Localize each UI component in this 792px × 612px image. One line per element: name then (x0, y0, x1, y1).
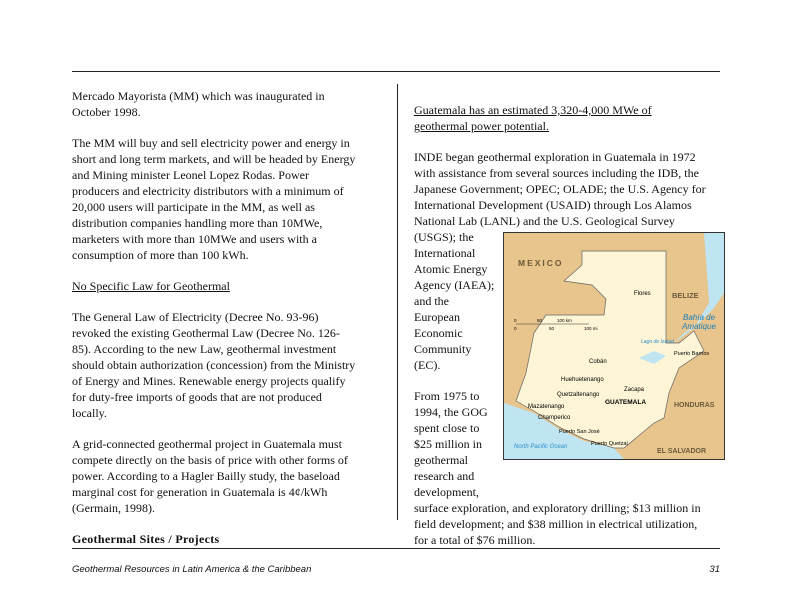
footer-rule (72, 548, 720, 549)
text-line: locally. (72, 406, 107, 420)
scale-km-100: 100 km (557, 318, 572, 323)
paragraph-gap (72, 263, 355, 278)
text-line: development, (414, 485, 479, 499)
paragraph-gap (72, 120, 355, 135)
label-honduras: HONDURAS (674, 402, 715, 409)
label-zacapa: Zacapa (624, 387, 645, 393)
scale-mi-0: 0 (514, 326, 517, 331)
text-line: power. According to a Hagler Bailly study, the baseload (72, 469, 340, 483)
guatemala-map (503, 232, 725, 460)
text-line: compete directly on the basis of price with other forms of (72, 453, 348, 467)
text-line: with assistance from several sources including the IDB, the (414, 166, 699, 180)
text-line: geothermal (414, 453, 468, 467)
text-line: revoked the existing Geothermal Law (Decree No. 126- (72, 326, 340, 340)
text-line: Agency (IAEA); (414, 278, 495, 292)
text-line: A grid-connected geothermal project in Guatemala must (72, 437, 342, 451)
text-line: distribution companies handling more than 10MWe, (72, 216, 323, 230)
page-number: 31 (709, 564, 720, 575)
text-line: should obtain authorization (concession) from the Ministry (72, 358, 356, 372)
text-line: $25 million in (414, 437, 483, 451)
text-line: INDE began geothermal exploration in Guatemala in 1972 (414, 150, 696, 164)
label-huehuetenango: Huehuetenango (561, 377, 604, 383)
text-line: 1994, the GOG (414, 405, 488, 419)
text-line: and the (414, 294, 449, 308)
label-puerto-quetzal: Puerto Quetzal (591, 441, 628, 447)
scale-km-0: 0 (514, 318, 517, 323)
text-line: From 1975 to (414, 389, 480, 403)
label-mazatenango: Mazatenango (528, 404, 565, 410)
label-guatemala-city: GUATEMALA (605, 399, 647, 406)
paragraph-gap (72, 294, 355, 309)
text-line: (Germain, 1998). (72, 501, 155, 515)
text-line: No Specific Law for Geothermal (72, 279, 230, 293)
text-line: research and (414, 469, 475, 483)
text-line: marketers with more than 10MWe and users with a (72, 232, 317, 246)
underlined-heading (72, 278, 355, 294)
text-line: Mercado Mayorista (MM) which was inaugurated in (72, 89, 325, 103)
text-line: (EC). (414, 358, 441, 372)
label-el-salvador: EL SALVADOR (657, 448, 707, 455)
paragraph (72, 309, 355, 421)
text-line: and Mining minister Leonel Lopez Rodas. Power (72, 168, 309, 182)
scale-km-50: 50 (537, 318, 543, 323)
text-line: Geothermal Sites / Projects (72, 532, 220, 546)
text-line: of Energy and Mines. Renewable energy projects qualify (72, 374, 346, 388)
label-coban: Cobán (589, 359, 607, 365)
label-bahia-amatique: Bahía de Amatique (682, 313, 716, 331)
text-line: consumption of more than 100 kWh. (72, 248, 249, 262)
label-mexico: MEXICO (518, 258, 564, 268)
bahia-amatique-label-box (674, 313, 724, 335)
header-rule (72, 71, 720, 72)
paragraph (72, 135, 355, 263)
text-line: surface exploration, and exploratory drilling; $13 million in (414, 501, 701, 515)
text-line: Community (414, 342, 472, 356)
label-champerico: Champerico (538, 415, 571, 421)
text-line: Economic (414, 326, 463, 340)
text-line: field development; and $38 million in electrical utilization, (414, 517, 698, 531)
text-line: International (414, 246, 476, 260)
label-pacific-ocean: North Pacific Ocean (514, 444, 568, 450)
underlined-heading (414, 102, 706, 134)
scale-mi-100: 100 mi (584, 326, 598, 331)
text-line: for duty-free imports of goods that are not produced (72, 390, 322, 404)
paragraph (72, 436, 355, 516)
paragraph-gap (414, 134, 706, 149)
text-line: Japanese Government; OPEC; OLADE; the U.S. Agency for (414, 182, 706, 196)
text-line: short and long term markets, and will be headed by Energy (72, 152, 356, 166)
label-puerto-san-jose: Puerto San José (559, 429, 600, 435)
label-belize: BELIZE (672, 291, 699, 300)
text-line: 85). According to the new Law, geothermal investment (72, 342, 337, 356)
label-quetzaltenango: Quetzaltenango (557, 392, 600, 398)
label-lago-izabal: Lago de Izabal (641, 339, 674, 345)
left-column (72, 88, 355, 547)
text-line: International Development (USAID) through Los Alamos (414, 198, 692, 212)
text-line: (USGS); the (414, 230, 474, 244)
text-line: spent close to (414, 421, 480, 435)
text-line: European (414, 310, 460, 324)
scale-mi-50: 50 (549, 326, 555, 331)
text-line: marginal cost for generation in Guatemala is 4¢/kWh (72, 485, 328, 499)
text-line: National Lab (LANL) and the U.S. Geological Survey (414, 214, 675, 228)
paragraph-gap (72, 421, 355, 436)
section-heading (72, 531, 355, 547)
text-line: 20,000 users will participate in the MM, as well as (72, 200, 315, 214)
text-line: producers and electricity distributors with a minimum of (72, 184, 344, 198)
text-line: The MM will buy and sell electricity power and energy in (72, 136, 350, 150)
paragraph-gap (72, 516, 355, 531)
label-flores: Flores (634, 291, 651, 297)
column-divider (397, 84, 398, 520)
footer-title: Geothermal Resources in Latin America & the Caribbean (72, 564, 312, 575)
label-puerto-barrios: Puerto Barrios (674, 351, 710, 357)
text-line: October 1998. (72, 105, 141, 119)
text-line: The General Law of Electricity (Decree No. 93-96) (72, 310, 319, 324)
text-line: for a total of $76 million. (414, 533, 536, 547)
text-line: Atomic Energy (414, 262, 488, 276)
paragraph (72, 88, 355, 120)
text-line: geothermal power potential. (414, 119, 549, 133)
text-line: Guatemala has an estimated 3,320-4,000 MWe of (414, 103, 652, 117)
